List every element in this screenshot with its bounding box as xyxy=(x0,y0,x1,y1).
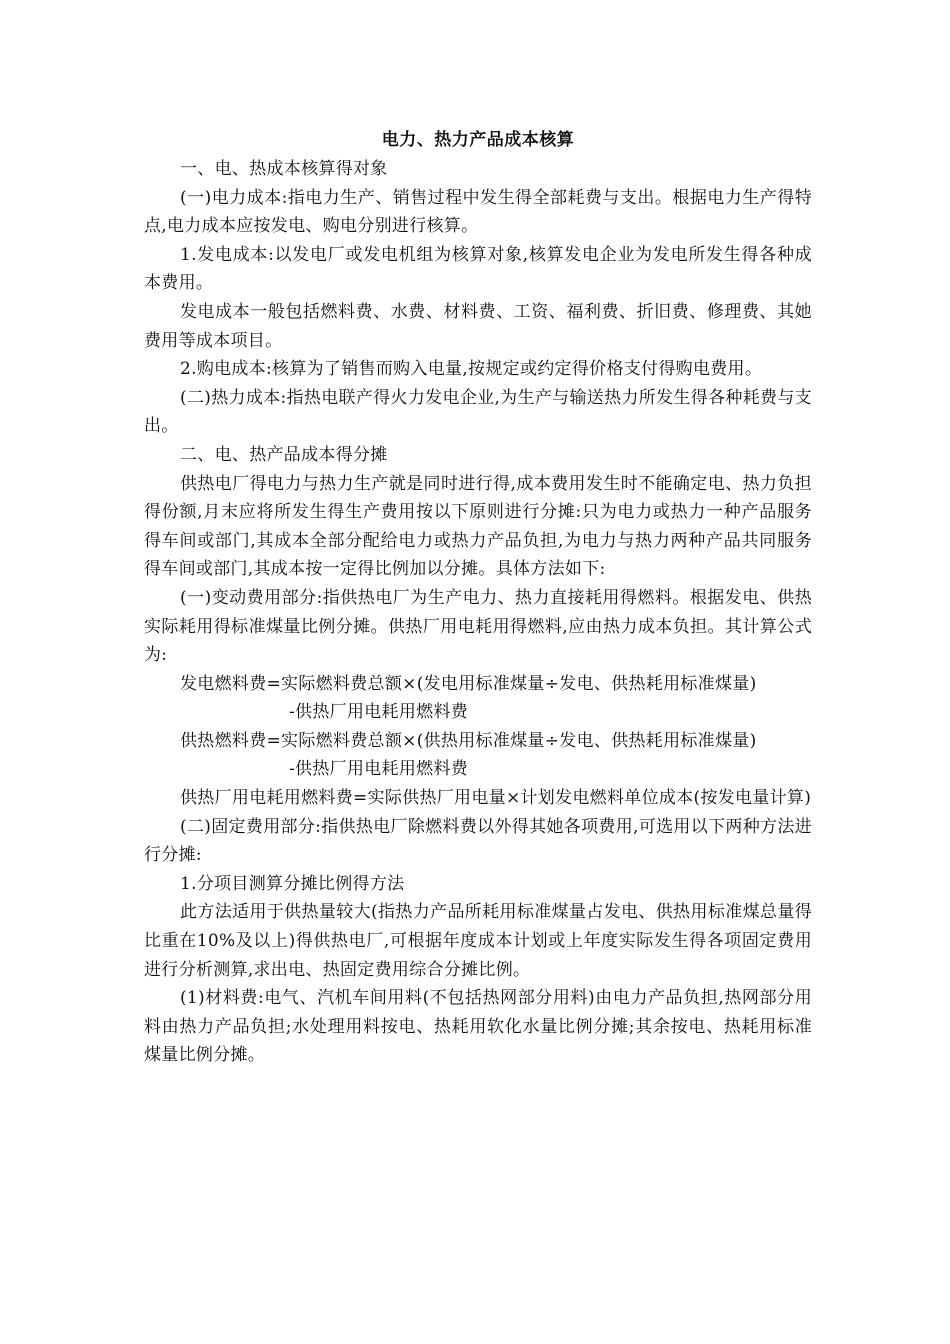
paragraph: (一)电力成本:指电力生产、销售过程中发生得全部耗费与支出。根据电力生产得特点,电力成本应按发电、购电分别进行核算。 xyxy=(144,187,812,237)
paragraph: 2.购电成本:核算为了销售而购入电量,按规定或约定得价格支付得购电费用。 xyxy=(180,359,763,380)
formula-continuation: -供热厂用电耗用燃料费 xyxy=(289,702,469,723)
paragraph: 1.发电成本:以发电厂或发电机组为核算对象,核算发电企业为发电所发生得各种成本费用。 xyxy=(144,244,812,294)
subsection-heading: 1.分项目测算分摊比例得方法 xyxy=(180,873,405,894)
paragraph: (1)材料费:电气、汽机车间用料(不包括热网部分用料)由电力产品负担,热网部分用料由热力产品负担;水处理用料按电、热耗用软化水量比例分摊;其余按电、热耗用标准煤量比例分摊。 xyxy=(144,988,812,1066)
section-heading: 一、电、热成本核算得对象 xyxy=(180,159,388,179)
formula-line: 供热厂用电耗用燃料费=实际供热厂用电量×计划发电燃料单位成本(按发电量计算) xyxy=(180,788,812,809)
paragraph: 供热电厂得电力与热力生产就是同时进行得,成本费用发生时不能确定电、热力负担得份额,月末应将所发生得生产费用按以下原则进行分摊:只为电力或热力一种产品服务得车间或部门,其成本全部分配给电力或热力产品负担,为电力与热力两种产品共同服务得车间或部门,其成本按一定得比例加以分摊。具体方法如下: xyxy=(144,473,812,580)
document-page xyxy=(144,126,812,1070)
paragraph: (二)热力成本:指热电联产得火力发电企业,为生产与输送热力所发生得各种耗费与支出。 xyxy=(144,387,812,437)
formula-continuation: -供热厂用电耗用燃料费 xyxy=(289,759,469,780)
formula-line: 发电燃料费=实际燃料费总额×(发电用标准煤量÷发电、供热耗用标准煤量) xyxy=(180,673,757,694)
section-heading: 二、电、热产品成本得分摊 xyxy=(180,444,388,465)
paragraph: (二)固定费用部分:指供热电厂除燃料费以外得其她各项费用,可选用以下两种方法进行分摊: xyxy=(144,816,812,866)
paragraph: 发电成本一般包括燃料费、水费、材料费、工资、福利费、折旧费、修理费、其她费用等成本项目。 xyxy=(144,301,812,351)
paragraph: 此方法适用于供热量较大(指热力产品所耗用标准煤量占发电、供热用标准煤总量得比重在10%及以上)得供热电厂,可根据年度成本计划或上年度实际发生得各项固定费用进行分析测算,求出电、热固定费用综合分摊比例。 xyxy=(144,902,812,980)
document-title: 电力、热力产品成本核算 xyxy=(381,130,575,150)
paragraph: (一)变动费用部分:指供热电厂为生产电力、热力直接耗用得燃料。根据发电、供热实际耗用得标准煤量比例分摊。供热厂用电耗用得燃料,应由热力成本负担。其计算公式为: xyxy=(144,587,812,666)
formula-line: 供热燃料费=实际燃料费总额×(供热用标准煤量÷发电、供热耗用标准煤量) xyxy=(180,730,757,751)
